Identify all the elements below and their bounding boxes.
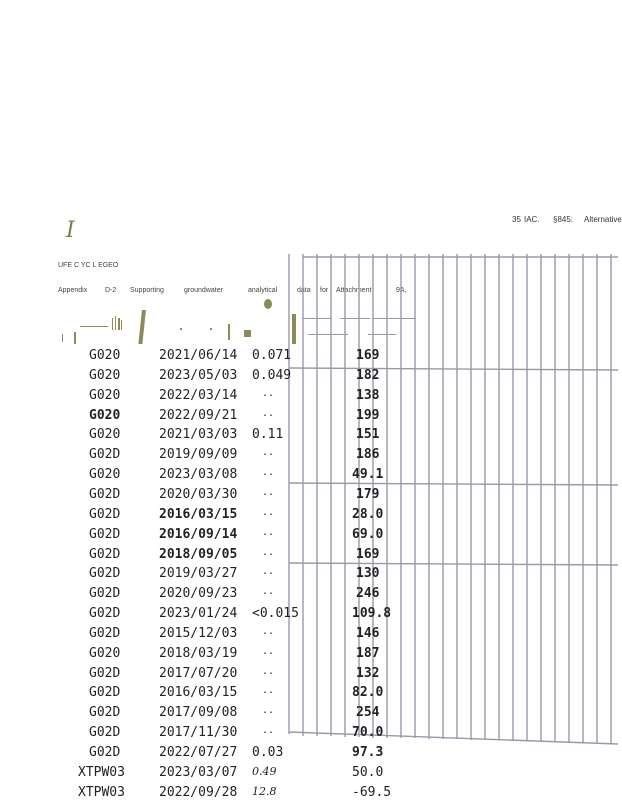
sample-date: 2020/09/23	[159, 586, 238, 602]
well-id: G020	[89, 645, 121, 661]
result-value: 130	[356, 566, 380, 582]
result-flag: ..	[262, 506, 275, 518]
result-flag: 0.49	[252, 764, 277, 778]
well-id: G020	[89, 367, 121, 383]
result-value: 146	[356, 625, 380, 641]
sample-date: 2017/11/30	[159, 725, 238, 741]
result-flag: ..	[262, 407, 275, 419]
title-word: analytical	[248, 287, 278, 294]
result-flag: ..	[262, 486, 275, 498]
well-id: G02D	[89, 685, 121, 701]
table-row	[0, 586, 618, 606]
result-value: 179	[356, 486, 380, 502]
table-row	[0, 547, 618, 567]
sample-date: 2022/03/14	[159, 387, 238, 403]
result-value: 28.0	[352, 506, 384, 522]
well-id: G02D	[89, 665, 121, 681]
legend-code: UFE C YC L EGEO	[58, 262, 119, 269]
result-value: 132	[356, 665, 380, 681]
result-value: 97.3	[352, 745, 384, 760]
table-row	[0, 427, 618, 447]
sample-date: 2016/03/15	[159, 506, 238, 522]
table-row	[0, 447, 618, 467]
result-flag: 0.11	[252, 427, 284, 443]
sample-date: 2022/07/27	[159, 745, 238, 760]
result-value: 169	[356, 348, 380, 363]
result-value: 246	[356, 586, 380, 602]
table-row	[0, 368, 618, 388]
result-value: 151	[356, 427, 380, 443]
well-id: G02D	[89, 625, 121, 641]
table-row	[0, 606, 618, 626]
result-value: -69.5	[352, 784, 392, 800]
table-row	[0, 626, 618, 646]
result-flag: ..	[262, 467, 275, 479]
result-value: 169	[356, 546, 380, 562]
sample-date: 2023/01/24	[159, 606, 238, 622]
well-id: G020	[89, 407, 121, 423]
result-value: 69.0	[352, 526, 384, 542]
table-row	[0, 408, 618, 428]
sample-date: 2019/03/27	[159, 566, 238, 582]
result-flag: ..	[262, 546, 275, 558]
result-value: 109.8	[352, 606, 392, 622]
well-id: G02D	[89, 745, 121, 760]
result-flag: ..	[262, 645, 275, 657]
result-value: 182	[356, 367, 380, 383]
well-id: G02D	[89, 506, 121, 522]
table-row	[0, 725, 618, 745]
sample-date: 2017/07/20	[159, 665, 238, 681]
result-value: 50.0	[352, 764, 384, 780]
table-row	[0, 487, 618, 507]
table-row	[0, 745, 618, 765]
result-flag: ..	[262, 387, 275, 399]
well-id: G020	[89, 467, 121, 483]
result-flag: 0.049	[252, 367, 292, 383]
table-row	[0, 467, 618, 487]
sample-date: 2021/06/14	[159, 348, 238, 363]
result-flag: ..	[262, 447, 275, 459]
sample-date: 2018/03/19	[159, 645, 238, 661]
table-row	[0, 666, 618, 686]
result-flag: 0.03	[252, 745, 284, 760]
well-id: G02D	[89, 705, 121, 721]
page-mark: I	[66, 218, 75, 243]
regulation-number: 35	[512, 215, 521, 224]
title-word: Appendix	[58, 287, 88, 294]
sample-date: 2022/09/21	[159, 407, 238, 423]
title-word: groundwater	[184, 287, 223, 294]
sample-date: 2018/09/05	[159, 546, 238, 562]
regulation-alternative: Alternative	[584, 215, 622, 224]
table-row	[0, 705, 618, 725]
sample-date: 2022/09/28	[159, 784, 238, 800]
well-id: G02D	[89, 546, 121, 562]
well-id: G02D	[89, 486, 121, 502]
well-id: XTPW03	[78, 784, 125, 800]
title-word: data	[297, 287, 311, 294]
table-row	[0, 566, 618, 586]
title-word: for	[320, 287, 329, 294]
sample-date: 2015/12/03	[159, 625, 238, 641]
title-word: Supporting	[130, 287, 164, 294]
title-word: 9A,	[396, 287, 407, 294]
result-flag: <0.015	[252, 606, 299, 622]
well-id: G02D	[89, 566, 121, 582]
well-id: G020	[89, 387, 121, 403]
sample-date: 2023/05/03	[159, 367, 238, 383]
result-flag: 0.071	[252, 348, 292, 363]
result-value: 70.0	[352, 725, 384, 741]
regulation-section: §845:	[553, 215, 574, 224]
result-value: 254	[356, 705, 380, 721]
result-value: 49.1	[352, 467, 384, 483]
well-id: G02D	[89, 526, 121, 542]
table-row	[0, 765, 618, 785]
result-value: 138	[356, 387, 380, 403]
result-flag: ..	[262, 685, 275, 697]
table-row	[0, 685, 618, 705]
table-row	[0, 646, 618, 666]
result-value: 187	[356, 645, 380, 661]
result-value: 186	[356, 447, 380, 463]
result-flag: ..	[262, 665, 275, 677]
well-id: XTPW03	[78, 764, 125, 780]
table-row	[0, 527, 618, 547]
well-id: G020	[89, 348, 121, 363]
sample-date: 2021/03/03	[159, 427, 238, 443]
result-value: 82.0	[352, 685, 384, 701]
sample-date: 2017/09/08	[159, 705, 238, 721]
title-word: Attachment	[336, 287, 372, 294]
result-flag: ..	[262, 566, 275, 578]
result-flag: ..	[262, 526, 275, 538]
well-id: G02D	[89, 725, 121, 741]
well-id: G02D	[89, 447, 121, 463]
table-row	[0, 388, 618, 408]
result-value: 199	[356, 407, 380, 423]
result-flag: 12.8	[252, 784, 277, 798]
sample-date: 2023/03/07	[159, 764, 238, 780]
well-id: G02D	[89, 606, 121, 622]
sample-date: 2023/03/08	[159, 467, 238, 483]
table-row	[0, 348, 618, 368]
sample-date: 2020/03/30	[159, 486, 238, 502]
result-flag: ..	[262, 725, 275, 737]
result-flag: ..	[262, 705, 275, 717]
regulation-code: IAC.	[524, 215, 540, 224]
table-row	[0, 785, 618, 805]
well-id: G020	[89, 427, 121, 443]
result-flag: ..	[262, 586, 275, 598]
sample-date: 2019/09/09	[159, 447, 238, 463]
table-row	[0, 507, 618, 527]
result-flag: ..	[262, 625, 275, 637]
well-id: G02D	[89, 586, 121, 602]
title-word: D-2	[105, 287, 117, 294]
sample-date: 2016/09/14	[159, 526, 238, 542]
sample-date: 2016/03/15	[159, 685, 238, 701]
